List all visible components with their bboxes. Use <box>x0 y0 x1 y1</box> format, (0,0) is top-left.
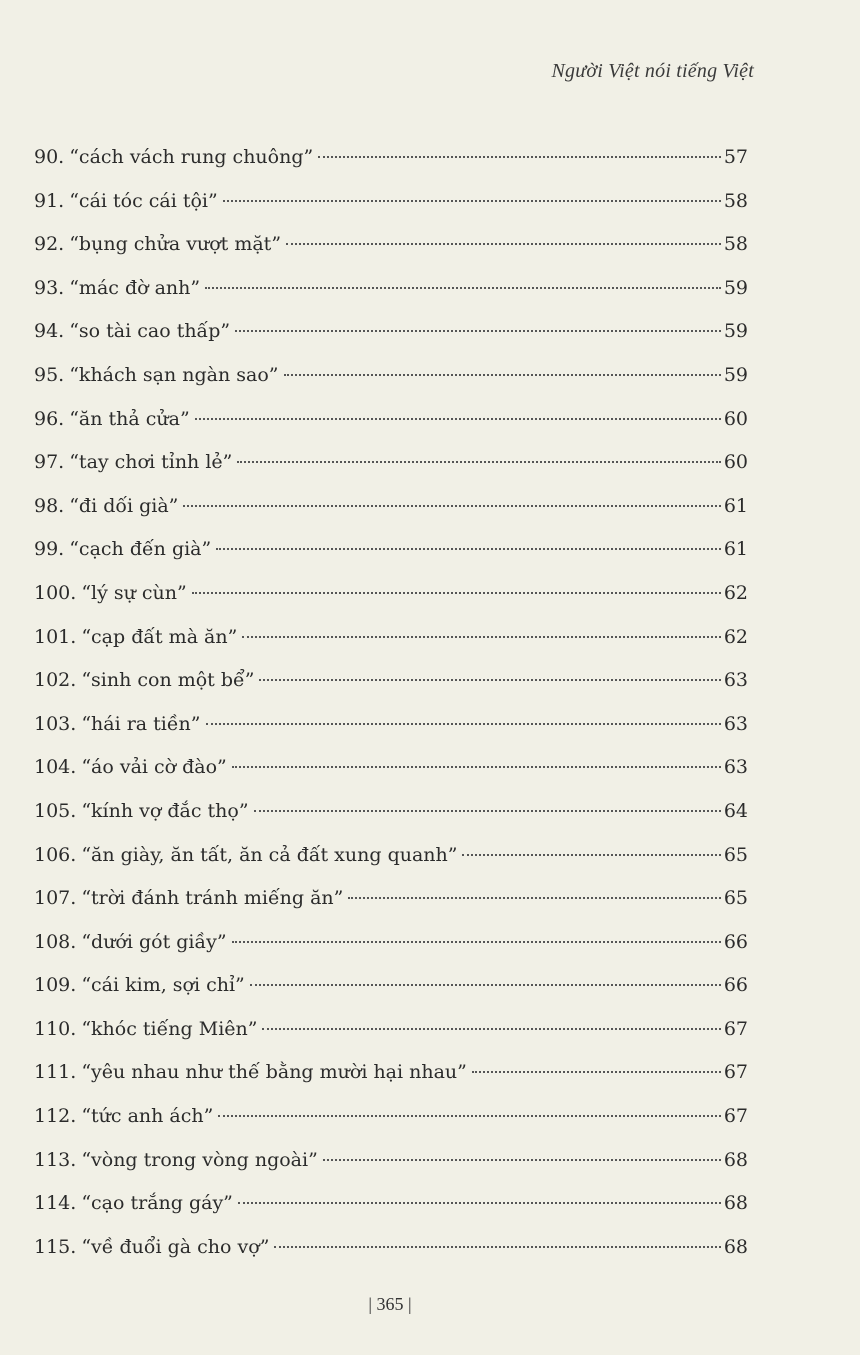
page-number: | 365 | <box>368 1294 412 1314</box>
toc-entry <box>34 445 748 489</box>
entry-page-number: 68 <box>723 1148 748 1171</box>
dot-leader <box>218 1115 720 1117</box>
dot-leader <box>274 1246 720 1248</box>
toc-entry <box>34 707 748 751</box>
dot-leader <box>348 897 720 899</box>
entry-page-number: 63 <box>723 669 748 692</box>
entry-number: 110. <box>34 1017 77 1040</box>
entry-number: 111. <box>34 1061 77 1084</box>
entry-title: “về đuổi gà cho vợ” <box>81 1235 270 1258</box>
entry-title: “mác đờ anh” <box>69 276 201 299</box>
entry-page-number: 66 <box>723 974 748 997</box>
entry-title: “đi dối già” <box>69 494 179 517</box>
toc-entry <box>34 358 748 402</box>
entry-number: 95. <box>34 363 65 386</box>
entry-title: “dưới gót giầy” <box>81 930 227 953</box>
entry-number: 113. <box>34 1148 77 1171</box>
entry-title: “cái tóc cái tội” <box>69 189 218 212</box>
entry-title: “cạch đến già” <box>69 538 212 561</box>
entry-page-number: 67 <box>723 1061 748 1084</box>
entry-title: “cạp đất mà ăn” <box>81 625 238 648</box>
entry-number: 103. <box>34 712 77 735</box>
toc-entry <box>34 620 748 664</box>
entry-number: 108. <box>34 930 77 953</box>
entry-page-number: 59 <box>723 320 748 343</box>
toc-entry <box>34 1012 748 1056</box>
entry-title: “khóc tiếng Miên” <box>81 1017 258 1040</box>
entry-title: “yêu nhau như thế bằng mười hại nhau” <box>81 1061 467 1084</box>
entry-title: “khách sạn ngàn sao” <box>69 363 279 386</box>
entry-number: 93. <box>34 276 65 299</box>
dot-leader <box>242 636 720 638</box>
table-of-contents <box>34 140 748 1273</box>
entry-page-number: 68 <box>723 1192 748 1215</box>
toc-entry <box>34 1143 748 1187</box>
entry-page-number: 67 <box>723 1105 748 1128</box>
toc-entry <box>34 1099 748 1143</box>
dot-leader <box>223 200 721 202</box>
entry-page-number: 68 <box>723 1235 748 1258</box>
entry-number: 115. <box>34 1235 77 1258</box>
entry-page-number: 62 <box>723 581 748 604</box>
dot-leader <box>284 374 721 376</box>
toc-entry <box>34 576 748 620</box>
entry-number: 101. <box>34 625 77 648</box>
dot-leader <box>238 1202 721 1204</box>
entry-page-number: 60 <box>723 451 748 474</box>
entry-page-number: 67 <box>723 1017 748 1040</box>
entry-page-number: 61 <box>723 538 748 561</box>
dot-leader <box>235 330 721 332</box>
dot-leader <box>472 1071 721 1073</box>
entry-title: “sinh con một bể” <box>81 669 255 692</box>
entry-number: 104. <box>34 756 77 779</box>
toc-entry <box>34 1186 748 1230</box>
entry-number: 105. <box>34 799 77 822</box>
entry-page-number: 64 <box>723 799 748 822</box>
entry-title: “kính vợ đắc thọ” <box>81 799 249 822</box>
toc-entry <box>34 314 748 358</box>
dot-leader <box>232 941 721 943</box>
toc-entry <box>34 140 748 184</box>
dot-leader <box>259 679 720 681</box>
entry-title: “áo vải cờ đào” <box>81 756 227 779</box>
entry-page-number: 63 <box>723 712 748 735</box>
entry-number: 100. <box>34 581 77 604</box>
entry-page-number: 57 <box>723 146 748 168</box>
dot-leader <box>195 418 721 420</box>
toc-entry <box>34 402 748 446</box>
entry-number: 98. <box>34 494 65 517</box>
entry-page-number: 65 <box>723 887 748 910</box>
toc-entry <box>34 227 748 271</box>
entry-number: 99. <box>34 538 65 561</box>
dot-leader <box>286 243 721 245</box>
entry-title: “lý sự cùn” <box>81 581 187 604</box>
entry-page-number: 65 <box>723 843 748 866</box>
entry-number: 92. <box>34 233 65 256</box>
entry-number: 112. <box>34 1105 77 1128</box>
toc-entry <box>34 663 748 707</box>
entry-page-number: 60 <box>723 407 748 430</box>
entry-page-number: 66 <box>723 930 748 953</box>
entry-number: 96. <box>34 407 65 430</box>
dot-leader <box>254 810 721 812</box>
toc-entry <box>34 184 748 228</box>
entry-title: “vòng trong vòng ngoài” <box>81 1148 318 1171</box>
dot-leader <box>232 766 721 768</box>
entry-title: “tay chơi tỉnh lẻ” <box>69 451 233 474</box>
toc-entry <box>34 794 748 838</box>
entry-number: 90. <box>34 146 65 168</box>
entry-number: 106. <box>34 843 77 866</box>
entry-title: “so tài cao thấp” <box>69 320 231 343</box>
toc-entry <box>34 925 748 969</box>
entry-page-number: 62 <box>723 625 748 648</box>
entry-number: 107. <box>34 887 77 910</box>
entry-page-number: 59 <box>723 276 748 299</box>
dot-leader <box>250 984 721 986</box>
entry-number: 91. <box>34 189 65 212</box>
entry-number: 102. <box>34 669 77 692</box>
entry-title: “cách vách rung chuông” <box>69 146 314 168</box>
entry-title: “ăn thả cửa” <box>69 407 190 430</box>
toc-entry <box>34 532 748 576</box>
dot-leader <box>206 723 721 725</box>
entry-page-number: 61 <box>723 494 748 517</box>
entry-title: “tức anh ách” <box>81 1105 214 1128</box>
entry-title: “ăn giày, ăn tất, ăn cả đất xung quanh” <box>81 843 458 866</box>
dot-leader <box>462 854 720 856</box>
toc-entry <box>34 489 748 533</box>
entry-page-number: 63 <box>723 756 748 779</box>
dot-leader <box>318 156 721 158</box>
entry-number: 109. <box>34 974 77 997</box>
entry-title: “cái kim, sợi chỉ” <box>81 974 245 997</box>
entry-title: “hái ra tiền” <box>81 712 201 735</box>
entry-number: 97. <box>34 451 65 474</box>
toc-entry <box>34 1055 748 1099</box>
entry-number: 94. <box>34 320 65 343</box>
toc-entry <box>34 838 748 882</box>
toc-entry <box>34 1230 748 1274</box>
entry-page-number: 59 <box>723 363 748 386</box>
entry-title: “bụng chửa vượt mặt” <box>69 233 282 256</box>
dot-leader <box>262 1028 720 1030</box>
toc-entry <box>34 881 748 925</box>
entry-page-number: 58 <box>723 189 748 212</box>
toc-entry <box>34 968 748 1012</box>
entry-page-number: 58 <box>723 233 748 256</box>
toc-entry <box>34 271 748 315</box>
entry-number: 114. <box>34 1192 77 1215</box>
dot-leader <box>205 287 721 289</box>
toc-entry <box>34 750 748 794</box>
dot-leader <box>183 505 720 507</box>
dot-leader <box>192 592 721 594</box>
entry-title: “trời đánh tránh miếng ăn” <box>81 887 344 910</box>
entry-title: “cạo trắng gáy” <box>81 1192 233 1215</box>
running-header: Người Việt nói tiếng Việt <box>551 60 754 82</box>
dot-leader <box>216 548 721 550</box>
dot-leader <box>323 1159 721 1161</box>
dot-leader <box>237 461 720 463</box>
